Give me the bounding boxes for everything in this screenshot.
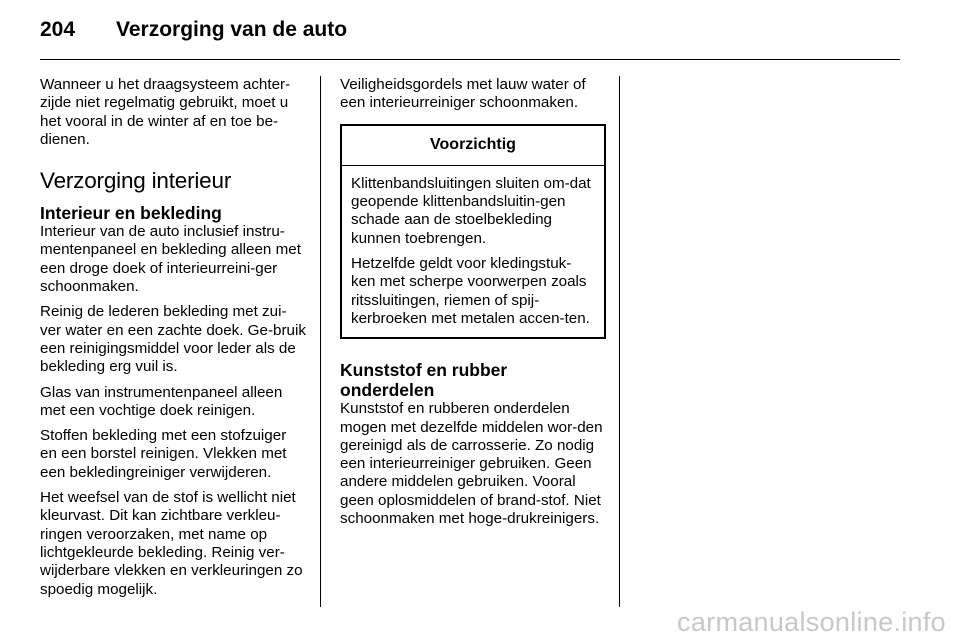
section-title: Verzorging interieur [40, 168, 232, 194]
subsection-title-plastic: Kunststof en rubber onderdelen [340, 360, 508, 401]
caution-box [340, 124, 606, 340]
intro-paragraph: Wanneer u het draagsysteem achter-zijde niet regelmatig gebruikt, moet u het vooral in de winter af en toe be-dienen. [40, 76, 291, 148]
watermark: carmanualsonline.info [677, 607, 946, 637]
body-paragraph: Reinig de lederen bekleding met zui-ver water en een zachte doek. Ge-bruik een reinigingsmiddel voor leder als de bekleding erg vuil is. [40, 303, 306, 376]
header-rule [40, 59, 900, 60]
left-column [40, 76, 306, 606]
caution-paragraph: Klittenbandsluitingen sluiten om-dat geopende klittenbandsluitin-gen schade aan de stoelbekleding kunnen toebrengen. [351, 174, 591, 247]
caution-body [342, 166, 604, 337]
page-number: 204 [40, 18, 76, 41]
right-column [340, 76, 606, 535]
caution-paragraph: Hetzelfde geldt voor kledingstuk-ken met scherpe voorwerpen zoals ritssluitingen, riemen of spij-kerbroeken met metalen accen-ten. [351, 255, 590, 327]
column-divider [320, 76, 321, 607]
body-paragraph: Glas van instrumentenpaneel alleen met een vochtige doek reinigen. [40, 383, 283, 419]
body-paragraph: Interieur van de auto inclusief instru-mentenpaneel en bekleding alleen met een droge doek of interieurreini-ger schoonmaken. [40, 223, 301, 296]
body-paragraph: Kunststof en rubberen onderdelen mogen met dezelfde middelen wor-den gereinigd als de carrosserie. Zo nodig een interieurreiniger gebruiken. Geen andere middelen gebruiken. Vooral geen oplosmiddelen of brand-stof. Niet schoonmaken met hoge-drukreinigers. [340, 400, 603, 528]
body-paragraph: Het weefsel van de stof is wellicht niet kleurvast. Dit kan zichtbare verkleu-ringen veroorzaken, met name op lichtgekleurde bekleding. Reinig ver-wijderbare vlekken en verkleuringen zo spoedig mogelijk. [40, 489, 303, 598]
seatbelt-paragraph: Veiligheidsgordels met lauw water of een interieurreiniger schoonmaken. [340, 76, 586, 112]
column-divider [619, 76, 620, 607]
caution-title: Voorzichtig [342, 126, 604, 166]
body-paragraph: Stoffen bekleding met een stofzuiger en een borstel reinigen. Vlekken met een bekledingreiniger verwijderen. [40, 427, 287, 481]
subsection-title-interior: Interieur en bekleding [40, 203, 222, 224]
chapter-title: Verzorging van de auto [116, 18, 348, 41]
